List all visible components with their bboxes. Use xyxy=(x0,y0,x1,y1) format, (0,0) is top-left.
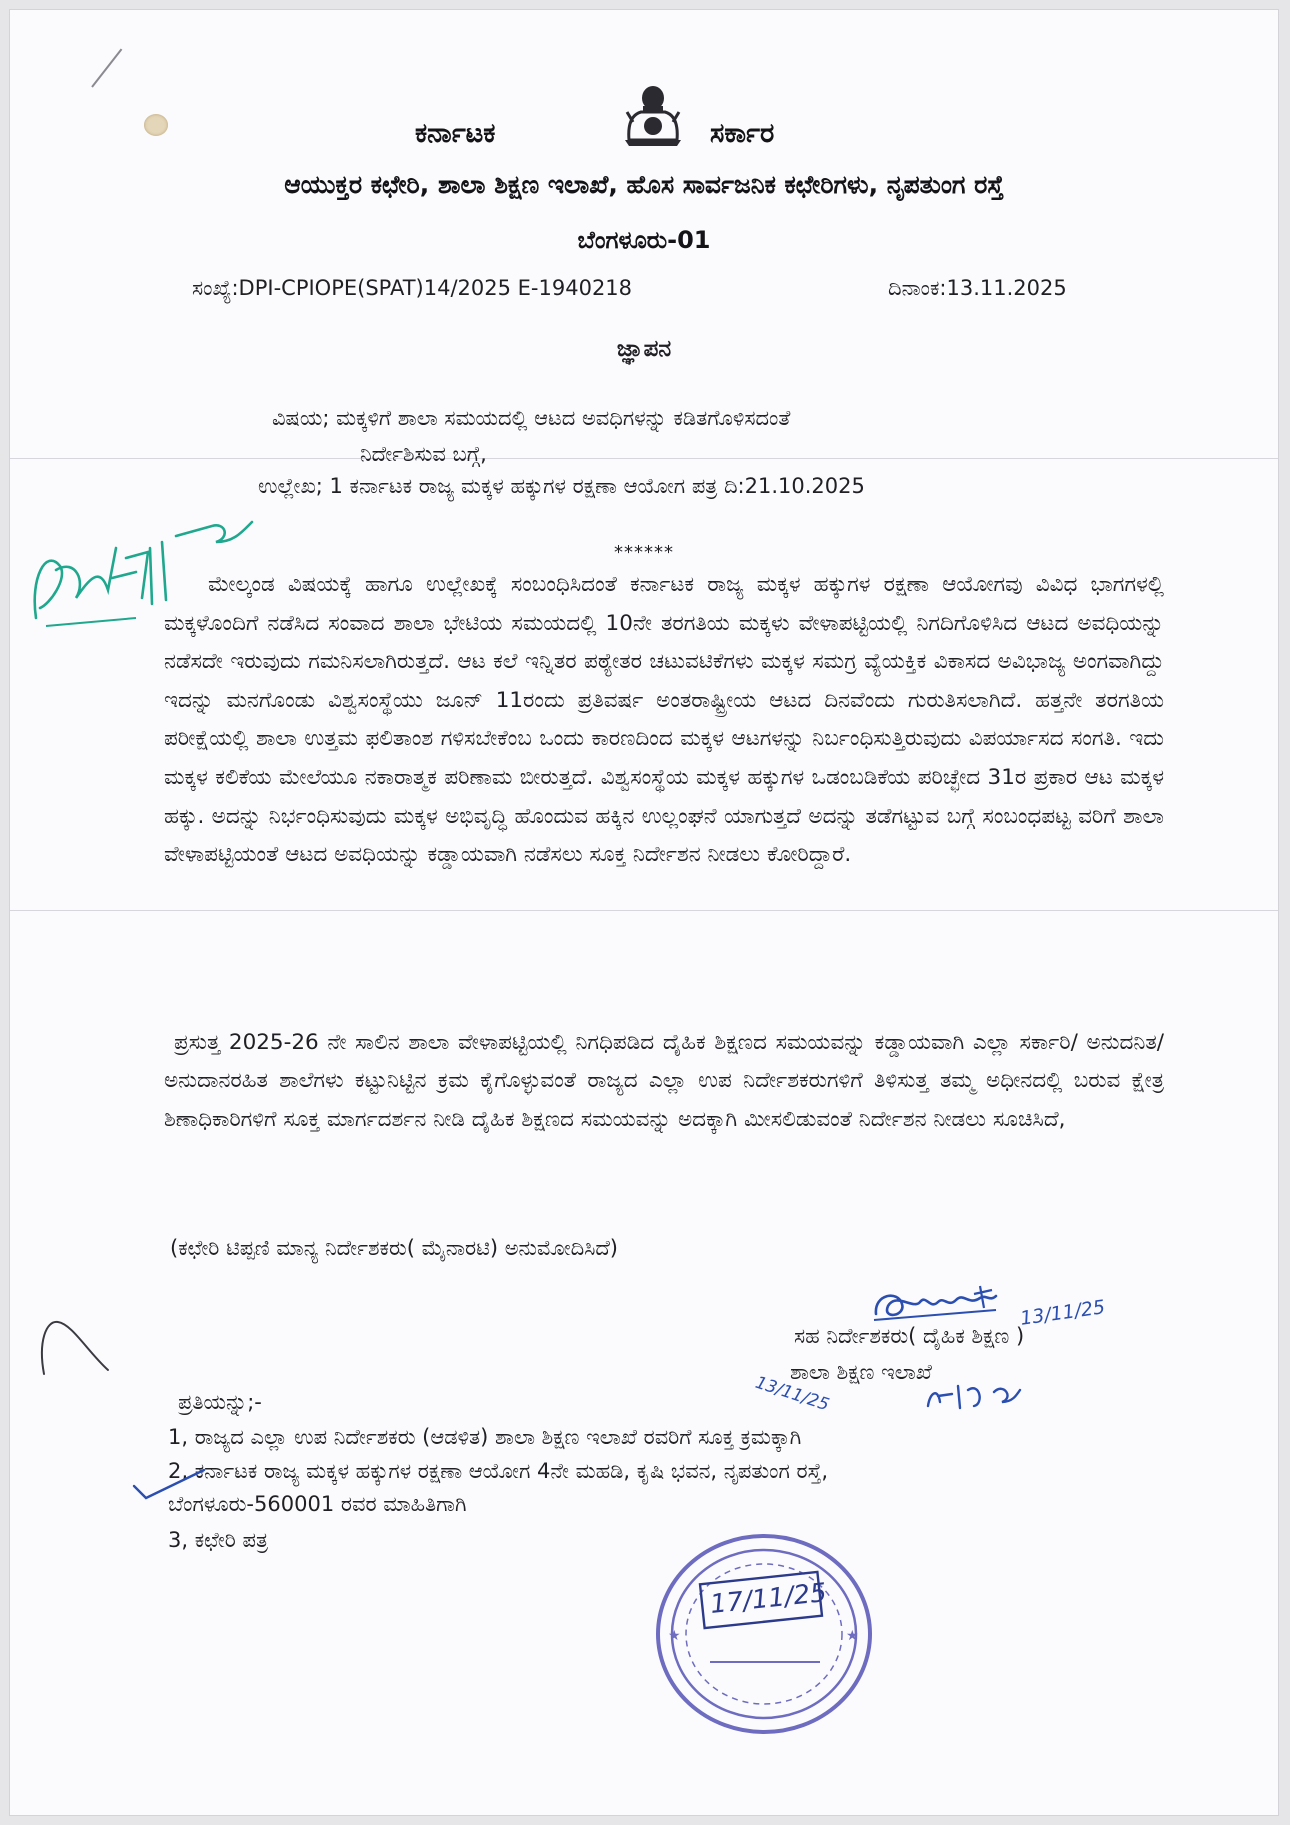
copy-recipient-1: 1, ರಾಜ್ಯದ ಎಲ್ಲಾ ಉಪ ನಿರ್ದೇಶಕರು (ಆಡಳಿತ) ಶಾಲಾ ಶಿಕ್ಷಣ ಇಲಾಖೆ ರವರಿಗೆ ಸೂಕ್ತ ಕ್ರಮಕ್ಕಾಗಿ xyxy=(168,1425,802,1449)
copy-recipient-2-continuation: ಬೆಂಗಳೂರು-560001 ರವರ ಮಾಹಿತಿಗಾಗಿ xyxy=(168,1492,467,1516)
document-page xyxy=(10,10,1278,1815)
staple-mark xyxy=(91,49,122,88)
state-emblem-icon xyxy=(623,82,683,148)
copy-recipient-3: 3, ಕಛೇರಿ ಪತ್ರ xyxy=(168,1528,268,1552)
copy-recipient-2: 2, ಕರ್ನಾಟಕ ರಾಜ್ಯ ಮಕ್ಕಳ ಹಕ್ಕುಗಳ ರಕ್ಷಣಾ ಆಯೋಗ 4ನೇ ಮಹಡಿ, ಕೃಷಿ ಭವನ, ನೃಪತುಂಗ ರಸ್ತೆ, xyxy=(168,1459,829,1483)
reference-number: ಸಂಖ್ಯೆ:DPI-CPIOPE(SPAT)14/2025 E-1940218 xyxy=(192,276,633,300)
svg-text:★: ★ xyxy=(668,1628,681,1644)
subject-line: ವಿಷಯ; ಮಕ್ಕಳಿಗೆ ಶಾಲಾ ಸಮಯದಲ್ಲಿ ಆಟದ ಅವಧಿಗಳನ್ನು ಕಡಿತಗೊಳಿಸದಂತೆ xyxy=(272,406,791,430)
body-paragraph-1: ಮೇಲ್ಕಂಡ ವಿಷಯಕ್ಕೆ ಹಾಗೂ ಉಲ್ಲೇಖಕ್ಕೆ ಸಂಬಂಧಿಸಿದಂತೆ ಕರ್ನಾಟಕ ರಾಜ್ಯ ಮಕ್ಕಳ ಹಕ್ಕುಗಳ ರಕ್ಷಣಾ ಆಯೋಗವು ವಿವಿಧ ಭಾಗಗಳಲ್ಲಿ ಮಕ್ಕಳೊಂದಿಗೆ ನಡೆಸಿದ ಸಂವಾದ ಶಾಲಾ ಭೇಟಿಯ ಸಮಯದಲ್ಲಿ 10ನೇ ತರಗತಿಯ ಮಕ್ಕಳು ವೇಳಾಪಟ್ಟಿಯಲ್ಲಿ ನಿಗದಿಗೊಳಿಸಿದ ಆಟದ ಅವಧಿಯನ್ನು ನಡೆಸದೇ ಇರುವುದು ಗಮನಿಸಲಾಗಿರುತ್ತದೆ. ಆಟ ಕಲೆ ಇನ್ನಿತರ ಪಠ್ಯೇತರ ಚಟುವಟಿಕೆಗಳು ಮಕ್ಕಳ ಸಮಗ್ರ ವ್ಯೆಯಕ್ತಿಕ ವಿಕಾಸದ ಅವಿಭಾಜ್ಯ ಅಂಗವಾಗಿದ್ದು ಇದನ್ನು ಮನಗೊಂಡು ವಿಶ್ವಸಂಸ್ಥೆಯು ಜೂನ್ 11ರಂದು ಪ್ರತಿವರ್ಷ ಅಂತರಾಷ್ಟ್ರೀಯ ಆಟದ ದಿನವೆಂದು ಗುರುತಿಸಲಾಗಿದೆ. ಹತ್ತನೇ ತರಗತಿಯ ಪರೀಕ್ಷೆಯಲ್ಲಿ ಶಾಲಾ ಉತ್ತಮ ಫಲಿತಾಂಶ ಗಳಿಸಬೇಕೆಂಬ ಒಂದು ಕಾರಣದಿಂದ ಮಕ್ಕಳ ಆಟಗಳನ್ನು ನಿರ್ಬಂಧಿಸುತ್ತಿರುವುದು ವಿಪರ್ಯಾಸದ ಸಂಗತಿ. ಇದು ಮಕ್ಕಳ ಕಲಿಕೆಯ ಮೇಲೆಯೂ ನಕಾರಾತ್ಮಕ ಪರಿಣಾಮ ಬೀರುತ್ತದೆ. ವಿಶ್ವಸಂಸ್ಥೆಯ ಮಕ್ಕಳ ಹಕ್ಕುಗಳ ಒಡಂಬಡಿಕೆಯ ಪರಿಚ್ಛೇದ 31ರ ಪ್ರಕಾರ ಆಟ ಮಕ್ಕಳ ಹಕ್ಕು. ಅದನ್ನು ನಿರ್ಭಂಧಿಸುವುದು ಮಕ್ಕಳ ಅಭಿವೃದ್ಧಿ ಹೊಂದುವ ಹಕ್ಕಿನ ಉಲ್ಲಂಘನೆ ಯಾಗುತ್ತದೆ ಅದನ್ನು ತಡೆಗಟ್ಟುವ ಬಗ್ಗೆ ಸಂಬಂಧಪಟ್ಟ ವರಿಗೆ ಶಾಲಾ ವೇಳಾಪಟ್ಟಿಯಂತೆ ಆಟದ ಅವಧಿಯನ್ನು ಕಡ್ಡಾಯವಾಗಿ ನಡೆಸಲು ಸೂಕ್ತ ನಿರ್ದೇಶನ ನೀಡಲು ಕೋರಿದ್ದಾರೆ. xyxy=(164,572,1164,868)
tick-mark xyxy=(130,1466,210,1506)
body-paragraph-2: ಪ್ರಸುತ್ತ 2025-26 ನೇ ಸಾಲಿನ ಶಾಲಾ ವೇಳಾಪಟ್ಟಿಯಲ್ಲಿ ನಿಗಧಿಪಡಿದ ದೈಹಿಕ ಶಿಕ್ಷಣದ ಸಮಯವನ್ನು ಕಡ್ಡಾಯವಾಗಿ ಎಲ್ಲಾ ಸರ್ಕಾರಿ/ ಅನುದನಿತ/ ಅನುದಾನರಹಿತ ಶಾಲೆಗಳು ಕಟ್ಟುನಿಟ್ಟಿನ ಕ್ರಮ ಕೈಗೊಳ್ಳುವಂತೆ ರಾಜ್ಯದ ಎಲ್ಲಾ ಉಪ ನಿರ್ದೇಶಕರುಗಳಿಗೆ ತಿಳಿಸುತ್ತ ತಮ್ಮ ಅಧೀನದಲ್ಲಿ ಬರುವ ಕ್ಷೇತ್ರ ಶಿಣಾಧಿಕಾರಿಗಳಿಗೆ ಸೂಕ್ತ ಮಾರ್ಗದರ್ಶನ ನೀಡಿ ದೈಹಿಕ ಶಿಕ್ಷಣದ ಸಮಯವನ್ನು ಅದಕ್ಕಾಗಿ ಮೀಸಲಿಡುವಂತೆ ನಿರ್ದೇಶನ ನೀಡಲು ಸೂಚಿಸಿದೆ, xyxy=(164,1030,1164,1132)
received-stamp xyxy=(650,1528,878,1740)
subject-line-continuation: ನಿರ್ದೇಶಿಸುವ ಬಗ್ಗೆ, xyxy=(360,442,487,466)
header-state-left: ಕರ್ನಾಟಕ xyxy=(415,118,496,149)
signatory-department: ಶಾಲಾ ಶಿಕ್ಷಣ ಇಲಾಖೆ xyxy=(790,1360,932,1384)
green-ink-annotation xyxy=(16,508,276,638)
paper-fold-line xyxy=(10,910,1278,911)
reference-date: ದಿನಾಂಕ:13.11.2025 xyxy=(888,276,1067,300)
reference-line: ಉಲ್ಲೇಖ; 1 ಕರ್ನಾಟಕ ರಾಜ್ಯ ಮಕ್ಕಳ ಹಕ್ಕುಗಳ ರಕ್ಷಣಾ ಆಯೋಗ ಪತ್ರ ದಿ:21.10.2025 xyxy=(258,474,865,498)
header-city: ಬೆಂಗಳೂರು-01 xyxy=(577,226,711,254)
signatory-role: ಸಹ ನಿರ್ದೇಶಕರು( ದೈಹಿಕ ಶಿಕ್ಷಣ ) xyxy=(794,1324,1025,1348)
punch-hole xyxy=(144,114,168,136)
header-state-right: ಸರ್ಕಾರ xyxy=(710,118,775,149)
handwritten-date-note: 13/11/25 xyxy=(752,1372,832,1416)
signature-date: 13/11/25 xyxy=(1018,1296,1107,1330)
header-office-address: ಆಯುಕ್ತರ ಕಛೇರಿ, ಶಾಲಾ ಶಿಕ್ಷಣ ಇಲಾಖೆ, ಹೊಸ ಸಾರ್ವಜನಿಕ ಕಛೇರಿಗಳು, ನೃಪತುಂಗ ರಸ್ತೆ xyxy=(284,170,1004,199)
memo-title: ಜ್ಞಾಪನ xyxy=(616,336,672,362)
section-separator: ****** xyxy=(614,542,674,563)
copies-heading: ಪ್ರತಿಯನ್ನು;- xyxy=(178,1390,262,1414)
margin-pen-mark xyxy=(32,1312,112,1382)
paper-fold-line xyxy=(10,458,1278,459)
approval-note: (ಕಛೇರಿ ಟಿಪ್ಪಣಿ ಮಾನ್ಯ ನಿರ್ದೇಶಕರು( ಮೈನಾರಟಿ) ಅನುಮೋದಿಸಿದೆ) xyxy=(170,1236,618,1260)
svg-text:★: ★ xyxy=(846,1628,859,1644)
handwritten-initials xyxy=(920,1376,1030,1416)
received-stamp-date: 17/11/25 xyxy=(708,1577,829,1621)
